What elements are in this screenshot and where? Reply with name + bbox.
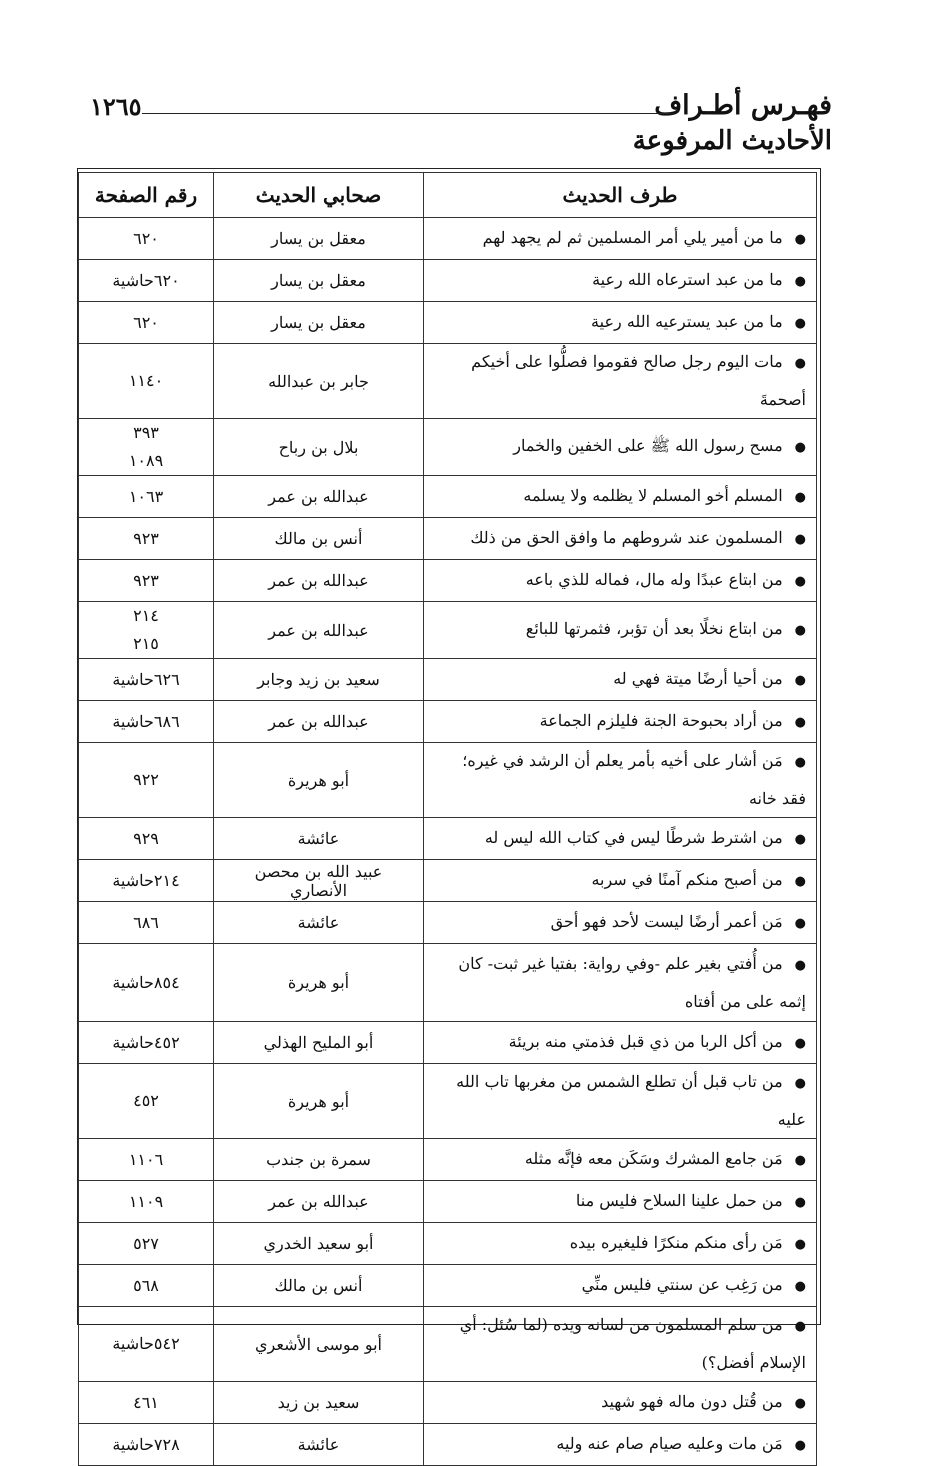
page-reference: ٢١٥ [133,634,159,653]
hadith-text: من ابتاع نخلًا بعد أن تؤبر، فثمرتها للبائع [525,619,783,638]
hadith-text: من أراد بحبوحة الجنة فليلزم الجماعة [539,710,783,730]
hadith-text-cell [424,344,817,419]
narrator-cell: أبو هريرة [214,1064,424,1139]
hadith-text-cell [424,1181,817,1223]
bullet-icon: ● [794,489,806,505]
hadith-text: من اشترط شرطًا ليس في كتاب الله ليس له [484,827,783,847]
hadith-text-cell [424,659,817,701]
page-reference: ٤٥٢ [133,1091,159,1110]
bullet-icon: ● [794,1395,806,1411]
page-header [80,88,832,158]
narrator-cell: سمرة بن جندب [214,1139,424,1181]
page-cell [79,302,214,344]
page-reference: ٩٢٩ [133,828,159,848]
bullet-icon: ● [794,1076,806,1091]
bullet-icon: ● [794,1437,806,1453]
page-cell [79,602,214,659]
hadith-text-cell [424,218,817,260]
hadith-text-cell [424,701,817,743]
table-row [79,701,817,743]
page-cell [79,560,214,602]
table-row [79,1022,817,1064]
page-reference: ٥٦٨ [133,1275,159,1295]
page-cell [79,743,214,818]
column-header-narrator: صحابي الحديث [214,173,424,218]
bullet-icon: ● [794,1152,806,1168]
table-row [79,1223,817,1265]
page-reference: ١١٤٠ [128,371,164,390]
page-cell [79,1307,214,1382]
narrator-cell: بلال بن رباح [214,419,424,476]
page-cell [79,1424,214,1466]
hadith-text: من أحيا أرضًا ميتة فهي له [613,668,783,688]
hadith-text: من ابتاع عبدًا وله مال، فماله للذي باعه [525,569,783,589]
table-row [79,1307,817,1382]
index-subtitle: الأحاديث المرفوعة [632,126,832,156]
narrator-cell: جابر بن عبدالله [214,344,424,419]
hadith-text: من رَغِب عن سنتي فليس منِّي [581,1274,783,1294]
page-number: ١٢٦٥ [90,92,142,121]
hadith-text-cell [424,1064,817,1139]
page-cell [79,944,214,1022]
table-row [79,743,817,818]
table-row [79,344,817,419]
hadith-text-cell [424,1382,817,1424]
narrator-cell: أبو موسى الأشعري [214,1307,424,1382]
table-row [79,1064,817,1139]
page-reference: ٦٢٠ [133,312,159,332]
table-body [79,218,817,1466]
page-reference: ١٠٨٩ [128,451,164,470]
narrator-cell: عبيد الله بن محصن الأنصاري [214,860,424,902]
hadith-text: مَن رأى منكم منكرًا فليغيره بيده [569,1232,783,1252]
page-cell [79,860,214,902]
bullet-icon: ● [794,672,806,688]
narrator-cell: أبو هريرة [214,944,424,1022]
table-row [79,1265,817,1307]
page-reference: ٩٢٢ [133,770,159,789]
hadith-text: من تاب قبل أن تطلع الشمس من مغربها تاب الله عليه [456,1072,806,1129]
page-reference: ٧٢٨حاشية [112,1434,180,1454]
page-cell [79,1223,214,1265]
table-row [79,659,817,701]
table-row [79,1181,817,1223]
hadith-text: ما من عبد استرعاه الله رعية [592,269,783,289]
hadith-text: مَن أشار على أخيه بأمر يعلم أن الرشد في غيره؛ فقد خانه [462,751,806,808]
page-cell [79,659,214,701]
hadith-text: مَن جامع المشرك وسَكَن معه فإنَّه مثله [524,1148,783,1168]
bullet-icon: ● [794,1319,806,1334]
narrator-cell: عبدالله بن عمر [214,1181,424,1223]
page-reference: ٣٩٣ [133,423,159,442]
hadith-text-cell [424,860,817,902]
narrator-cell: أبو المليح الهذلي [214,1022,424,1064]
table-row [79,944,817,1022]
narrator-cell: عبدالله بن عمر [214,560,424,602]
page-reference: ٦٢٠حاشية [112,270,180,290]
bullet-icon: ● [794,273,806,289]
table-row [79,260,817,302]
hadith-text: من سلم المسلمون من لسانه ويده (لما سُئل: أي الإسلام أفضل؟) [459,1315,806,1372]
narrator-cell: عبدالله بن عمر [214,476,424,518]
bullet-icon: ● [794,1236,806,1252]
page-reference: ٩٢٣ [133,528,159,548]
page-reference: ٢١٤حاشية [112,870,180,890]
page-reference: ٦٨٦ [133,912,159,932]
bullet-icon: ● [794,1035,806,1051]
hadith-text-cell [424,818,817,860]
hadith-text-cell [424,602,817,659]
narrator-cell: معقل بن يسار [214,260,424,302]
table-row [79,1382,817,1424]
hadith-text: المسلم أخو المسلم لا يظلمه ولا يسلمه [523,485,783,505]
narrator-cell: عبدالله بن عمر [214,701,424,743]
hadith-text-cell [424,944,817,1022]
narrator-cell: أبو سعيد الخدري [214,1223,424,1265]
hadith-text-cell [424,1139,817,1181]
narrator-cell: عائشة [214,818,424,860]
bullet-icon: ● [794,755,806,770]
page-reference: ٦٢٠ [133,228,159,248]
hadith-index-table [78,172,817,1466]
narrator-cell: معقل بن يسار [214,302,424,344]
hadith-text-cell [424,1424,817,1466]
narrator-cell: سعيد بن زيد وجابر [214,659,424,701]
page-cell [79,1022,214,1064]
hadith-text: مسح رسول الله ﷺ على الخفين والخمار [513,436,783,455]
page-cell [79,344,214,419]
page-reference: ٩٢٣ [133,570,159,590]
hadith-text-cell [424,902,817,944]
table-row [79,1424,817,1466]
table-row [79,1139,817,1181]
bullet-icon: ● [794,315,806,331]
table-row [79,419,817,476]
bullet-icon: ● [794,1278,806,1294]
bullet-icon: ● [794,356,806,371]
index-title: فهـرس أطـراف [654,90,832,121]
column-header-text: طرف الحديث [424,173,817,218]
page-reference: ٤٦١ [133,1392,159,1412]
hadith-text: مَن مات وعليه صيام صام عنه وليه [556,1433,783,1453]
bullet-icon: ● [794,873,806,889]
bullet-icon: ● [794,915,806,931]
table-row [79,860,817,902]
narrator-cell: عبدالله بن عمر [214,602,424,659]
page-reference: ٤٥٢حاشية [112,1032,180,1052]
hadith-text: المسلمون عند شروطهم ما وافق الحق من ذلك [470,527,783,547]
page-reference: ٨٥٤حاشية [112,972,180,992]
page-cell [79,1139,214,1181]
hadith-text-cell [424,518,817,560]
page-reference: ٥٤٢حاشية [112,1334,180,1353]
bullet-icon: ● [794,1194,806,1210]
page-cell [79,476,214,518]
hadith-text-cell [424,1307,817,1382]
hadith-text: مات اليوم رجل صالح فقوموا فصلُّوا على أخيكم أصحمةَ [471,352,806,409]
hadith-text-cell [424,1022,817,1064]
page-cell [79,902,214,944]
bullet-icon: ● [794,623,806,638]
table-row [79,602,817,659]
table-row [79,560,817,602]
hadith-text-cell [424,419,817,476]
hadith-text: من أكل الربا من ذي قبل فذمتي منه بريئة [508,1031,783,1051]
hadith-text: ما من عبد يسترعيه الله رعية [591,311,783,331]
page-cell [79,518,214,560]
page-cell [79,218,214,260]
page-reference: ٥٢٧ [133,1233,159,1253]
page-cell [79,1181,214,1223]
page-cell [79,260,214,302]
page-reference: ٦٢٦حاشية [112,669,180,689]
header-rule [142,113,674,114]
page-cell [79,1064,214,1139]
narrator-cell: أبو هريرة [214,743,424,818]
page-reference: ١٠٦٣ [128,486,164,506]
hadith-text: من أُفتي بغير علم -وفي رواية: بفتيا غير ثبت- كان إثمه على من أفتاه [458,953,806,1011]
bullet-icon: ● [794,714,806,730]
page-cell [79,701,214,743]
page-reference: ٦٨٦حاشية [112,711,180,731]
page-reference: ٢١٤ [133,606,159,625]
narrator-cell: عائشة [214,1424,424,1466]
bullet-icon: ● [794,831,806,847]
bullet-icon: ● [794,573,806,589]
hadith-text-cell [424,302,817,344]
narrator-cell: أنس بن مالك [214,1265,424,1307]
bullet-icon: ● [794,440,806,455]
hadith-text-cell [424,560,817,602]
table-row [79,902,817,944]
table-row [79,518,817,560]
hadith-text-cell [424,476,817,518]
hadith-text-cell [424,1265,817,1307]
page-reference: ١١٠٩ [128,1191,164,1211]
table-row [79,818,817,860]
hadith-text: مَن أعمر أرضًا ليست لأحد فهو أحق [550,911,783,931]
narrator-cell: عائشة [214,902,424,944]
page-cell [79,1265,214,1307]
table-header-row [79,173,817,218]
table-row [79,218,817,260]
narrator-cell: أنس بن مالك [214,518,424,560]
page-cell [79,818,214,860]
page-cell [79,419,214,476]
hadith-text-cell [424,743,817,818]
narrator-cell: معقل بن يسار [214,218,424,260]
hadith-text: من قُتل دون ماله فهو شهيد [601,1391,783,1411]
table-row [79,476,817,518]
hadith-text-cell [424,1223,817,1265]
bullet-icon: ● [794,231,806,247]
narrator-cell: سعيد بن زيد [214,1382,424,1424]
bullet-icon: ● [794,531,806,547]
bullet-icon: ● [794,957,806,973]
page-reference: ١١٠٦ [128,1149,164,1169]
hadith-text: ما من أمير يلي أمر المسلمين ثم لم يجهد لهم [482,227,783,247]
page-cell [79,1382,214,1424]
hadith-text: من أصبح منكم آمنًا في سربه [591,869,783,889]
hadith-text-cell [424,260,817,302]
table-frame [77,168,821,1454]
table-row [79,302,817,344]
column-header-page: رقم الصفحة [79,173,214,218]
hadith-text: من حمل علينا السلاح فليس منا [575,1190,783,1210]
